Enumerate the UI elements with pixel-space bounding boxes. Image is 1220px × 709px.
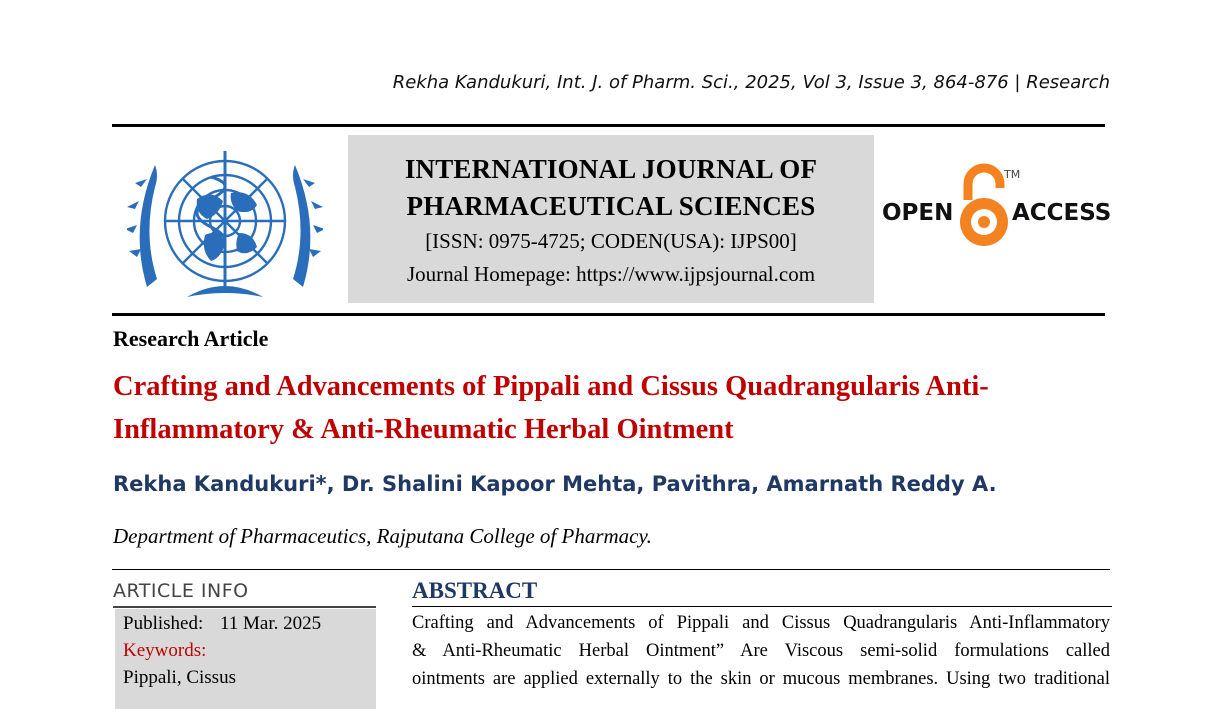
published-label: Published: <box>123 613 204 634</box>
journal-masthead <box>348 135 874 303</box>
abstract-line: & Anti-Rheumatic Herbal Ointment” Are Viscous semi-solid formulations called <box>412 641 1110 661</box>
journal-issn: [ISSN: 0975-4725; CODEN(USA): IJPS00] <box>425 229 797 253</box>
article-info-box <box>115 609 376 709</box>
abstract-line: ointments are applied externally to the skin or mucous membranes. Using two traditional <box>412 669 1110 689</box>
header-rule-bottom <box>112 313 1105 316</box>
paper-title: Crafting and Advancements of Pippali and Cissus Quadrangularis Anti-Inflammatory & Anti-Rheumatic Herbal Ointment <box>113 371 989 445</box>
abstract-heading: ABSTRACT <box>412 578 538 603</box>
article-info-underline <box>113 606 376 608</box>
trademark-mark: TM <box>1004 168 1021 181</box>
published-row <box>123 610 368 637</box>
journal-homepage: Journal Homepage: https://www.ijpsjournal.com <box>406 262 816 286</box>
section-divider <box>112 569 1110 570</box>
running-head: Rekha Kandukuri, Int. J. of Pharm. Sci., 2025, Vol 3, Issue 3, 864-876 | Research <box>392 72 1110 93</box>
open-access-right: ACCESS <box>1012 200 1112 226</box>
journal-emblem-logo <box>127 137 323 307</box>
abstract-body <box>412 609 1110 693</box>
header-rule-top <box>112 124 1105 127</box>
author-affiliation: Department of Pharmaceutics, Rajputana College of Pharmacy. <box>113 524 652 548</box>
author-list: Rekha Kandukuri*, Dr. Shalini Kapoor Mehta, Pavithra, Amarnath Reddy A. <box>113 472 997 496</box>
article-type: Research Article <box>113 326 269 351</box>
open-access-logo <box>880 160 1110 256</box>
article-info-heading: ARTICLE INFO <box>113 580 249 602</box>
open-access-left: OPEN <box>882 200 954 226</box>
journal-title-line2: PHARMACEUTICAL SCIENCES <box>406 191 816 221</box>
abstract-underline <box>412 606 1112 607</box>
journal-title-line1: INTERNATIONAL JOURNAL OF <box>404 154 818 184</box>
published-date: 11 Mar. 2025 <box>219 613 322 634</box>
keywords-label: Keywords: <box>123 640 207 661</box>
keywords-value: Pippali, Cissus <box>123 667 236 688</box>
abstract-line: Crafting and Advancements of Pippali and Cissus Quadrangularis Anti-Inflammatory <box>412 613 1110 633</box>
